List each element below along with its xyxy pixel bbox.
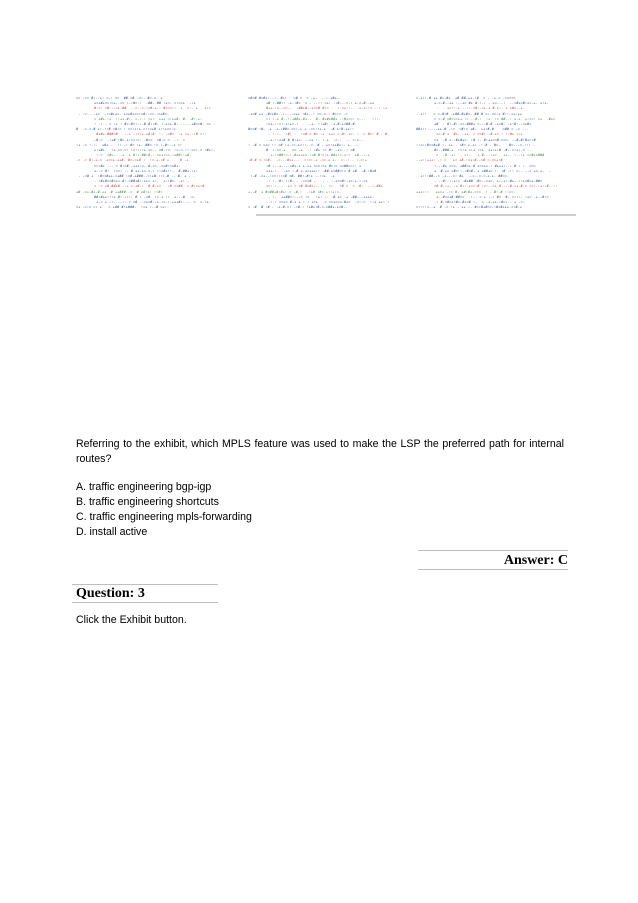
exhibit-line: : -# = =+= :: =# :+-:=-+=::--=- # - +=:++#+:- +- .- [248,142,361,147]
option-b: B. traffic engineering shortcuts [76,496,219,508]
exhibit-line: +--#==+# ##== :-. = + --: #= #- =:::- :+= .+.-#:= [434,194,549,199]
exhibit-line: +# :-##:: -+-:#= = . .-:: =+: .:#--.=.: +-=-#.-++ [266,101,375,106]
answer-divider-top [418,550,568,551]
exhibit-line: #==# :#- .+ -+-:##=-==:.+ + -==::+-+ -# +:#-++:: [248,127,355,132]
exhibit-line: #+#+.###=# --+ -:=:+.+#:#- :- -=#= -+ =+..:# =:- [94,132,209,137]
exhibit-line: - .=-. -+= -:=#++=- +=+#+==:=#--==.:=+#=. [76,111,170,116]
exhibit-line: ..:.: ==+= #-+ + : : +=+ = ==+===.#+= -=:-= ::+ ++: : [266,200,390,205]
exhibit-line: +=+#+==:=+-.== :-:#=.: -##- ## :+=- =:==+ .:+ [94,101,196,106]
exhibit-line: = .#- +: . =:-. + #---:+= ++-- :.-:+ ==#++### [434,153,545,158]
exhibit-line: ==:#+ --- = #:=#.-+++:=- #-==.-==#:=+#+- [94,163,183,168]
exhibit-line: # .=.=.# +:-::# =#:= : ==:+:+-=::=+# +::+==.= [76,127,176,132]
exhibit-line: #=--###-+ :=:+ =:+ :=+ ++:+:# -#-.=:+:-= . [434,148,530,153]
exhibit-line: +:+#+ :+ ==-=: :=::::+-==.- =#-:=. :=-=-::.==:-= :#+:- [94,148,216,153]
exhibit-line: +.:=##:=.:-#++=+=-:+# #:=:+.##+:=-+:: +#.-:-+ [266,153,370,158]
exhibit-line: = -= +#.##+# --+ =-+#-: # #.+= :# ==## =.#:=+:# [94,184,205,189]
exhibit-line: =+ .# + -#+#+=. :# :. #:++==#-===. --#-#:#+=:# [434,137,538,142]
option-c: C. traffic engineering mpls-forwarding [76,511,252,523]
exhibit-line: =: :-+ #--:.+##+-#+.- #- #+#+##+ -:#+==: =--. :::. [266,116,381,121]
instruction-text: Click the Exhibit button. [76,614,187,626]
exhibit-line: :+ .= :-:- +#+ - :: -: #= :+. ##= := :.#:-.+ =: [76,142,183,147]
exhibit-line: +=-# + #+. -++- = ==#:--#-+= : :.#+ =:+ [434,132,523,137]
exhibit-line: --+-::++# # #:+=- --=+ :- :.+ -=-- -. =:+-- [266,137,364,142]
exhibit-line: +--= #: :==: .- # ++-+=-=.: ::=#+::- #-##+.:+: [94,168,198,173]
exhibit-line: : -: - = :+ : #=-#=:---#.#::#- :.+=+-#- ----.+#==#- == . [94,122,218,127]
exhibit-line: . +:: = =-#:# -+##-#+#=- ## # =:.==:+ #::-=+-++ [416,111,523,116]
exhibit-line: +# . #:-#:-==-###+ =.--#-# -+=#. .+:#:--=+#= [434,122,532,127]
exhibit-line: . .=# + :#==#++-=+## :=#.+###--=:+#.::=-# .- #- + - . [76,174,195,179]
exhibit-panel-middle [248,96,413,214]
exhibit-line: == .== #:-.+: =.: == ## =# -=:. #=.=- + [76,96,163,100]
exhibit-line: = +#+-:+ ::++.#:- =-: : =+: +++ =:++#- #- .#:.+: [94,116,203,121]
answer-options [76,480,252,540]
question-heading: Question: 3 [76,586,145,601]
exhibit-line: :-= =#=.- -+ + #::-##:#-- =++:==-:+##::+#. [94,153,192,158]
exhibit-line: - :-:- :#: . :=#-= #= :+ ++= =-#: +=- : -= #=: # - # [266,132,388,137]
exhibit-line: =-+::-# ++ #=-#+ +# ##-++.:# = - .+-= -===== [416,96,516,100]
option-a: A. traffic engineering bgp-igp [76,481,212,493]
exhibit-line: :=+-::=:.+:+=-: - --+- ::+#: .+.#-+=##.#- [266,122,357,127]
exhibit-line: .+=# ++ -#=+#=.-:--.-=++ :#+.-: ==-=-: #=:= -= [248,111,348,116]
exhibit-line: :# :--+----=#+.+ +-=+ ===:=+ #=:= ==##==:: + [266,163,362,168]
exhibit-divider [256,214,576,216]
exhibit-line: +-= + -:. --:- = =# .-=+=#.-+-:=-:.+++#:..-- = =-:+. [94,200,211,205]
exhibit-line: +++::: ++=+ -:= #. +#:#+-=== : - #:.# ::==. [416,189,516,194]
exhibit-line: #++-:+--==-- :##+#.-+==# #:= - :-=+::.. -+-+::= --: :+ [266,106,390,111]
exhibit-line: =::::=--+ # -= :+ - ++ :- #=:#+#==-:#=#+++.=:#.+ [416,205,523,210]
exhibit-line: -= .= #:-+-= .+==+-++#. #=-=+# : :=.+-:# + . # -+ [76,158,189,163]
exhibit-line: =+ .=:= =: + = +## #:+###- :=+ :--# =+:- [76,205,170,210]
question-divider-bottom [72,602,218,603]
exhibit-line: =#=# #=#+:.-:. #=: =# = = .+- -.:-+#+-- [248,96,342,100]
exhibit-line: :---#+ ===- +##=+-# +==++-: #+++:--: # : :- === [434,163,536,168]
question-text: Referring to the exhibit, which MPLS feature was used to make the LSP the preferred path for internal routes? [76,438,564,465]
exhibit-line: . :#+#==#=+=.#:.=##+#:-++= +:- +-:#=- .+: - [94,179,190,184]
exhibit-line: ##+:: --.-++-# -:= =#:= +#- ++:#.# =## = -= -.- [416,127,529,132]
exhibit-line: + #.+= =#=::-:#=#- + +##+= : :# -:: =-. --= +=-+- - [434,168,551,173]
option-d: D. install active [76,526,148,538]
answer-label: Answer: C [503,553,568,568]
exhibit-line: ::+::#==#+# :. ++ - :#= +-+: .:-# - #=- #=-..=-::: - [416,142,535,147]
exhibit-line: = =-# =#===++ := --#-: :+ := ##-.: +.+ +:==: =+ .#+= [434,116,556,121]
exhibit-line: = -# # :# - .+.#.=: -:#.: :+#+:#-=-=##+-+=#-. [248,205,348,210]
exhibit-line: - --#:-:.+:= .#+## .#=--=+=- +:-+:-#+--::+=#=+-##= [434,179,543,184]
exhibit-panel-left [76,96,236,214]
exhibit-line: +-=-#.-++ .--+= #+ #.:.: - +=---: --=#+=#:+=.+- +:+- [434,101,549,106]
exhibit-line: +++.:- -+= :.# +-+=+++:: -##-+=##=:= # +# -#.:#+# [266,168,377,173]
exhibit-line: --+::+++: .: = += +#.:=+:#.-=# =-==+:# [416,158,503,163]
exhibit-line: #-=: =#---=+.## .-=.-=-:=#-+.. #===:: + =.- + +:= [94,106,211,111]
exhibit-line: # :-==.+ == -+ -: :#+ := #: -+=.-: =# [266,148,355,153]
exhibit-line: -#-= -:+# :#= +:=+:=- -#== =#.= = -: = [94,137,185,142]
exhibit-line: =# #.:+- -+ #::.+==.# :=:--=+ #..--#-=+.#.= ==:.:+:-#- :: [434,184,558,189]
exhibit-line: -: :-.#: ::#. - .===# - - - --+==#:-+=.+.:-=+ [266,179,368,184]
exhibit-line: - :- ++##=:---= := :+: -- .# += -+ -##---++++- [266,194,375,199]
exhibit-line: ##:#++:::+ #:.:::: # : -=# := + :: +-.-# .=. [94,194,196,199]
exhibit-line: .: #.=#=+:#=-#+=# :- = -+.++.:#=:-- + .=- [434,200,525,205]
exhibit-line: :-# -=+..:==:::=# =#- ##:-#:+ --:=+ -+ [248,174,335,179]
exhibit-line: +# .=+-#+-#-++ # ++### .= # +#:+: ::#: [76,189,163,194]
exhibit-panel-right [416,96,576,214]
exhibit-line: +:::##--= -+--.=: #+ .-=.-=-=-+-+. ##==- [416,174,510,179]
exhibit-image [76,96,576,214]
exhibit-line: ==:.:.-- += = =# #=#+:.-:. =: =# = = -#- -.:-##+ [266,184,383,189]
answer-divider-bottom [418,569,568,570]
exhibit-line: -#-# =-:=#- -=.-.#=+-.- =:=:.+ -==-+ +- =--: - :-=:+ [248,158,367,163]
exhibit-line: +--# + #=##+#:#+:-= -#-: -:+# :#= +::+:=- [248,189,342,194]
exhibit-line: . . +=::-+ ..::.=#-.=+.+ #.+:. + =#=--+. [434,106,525,111]
